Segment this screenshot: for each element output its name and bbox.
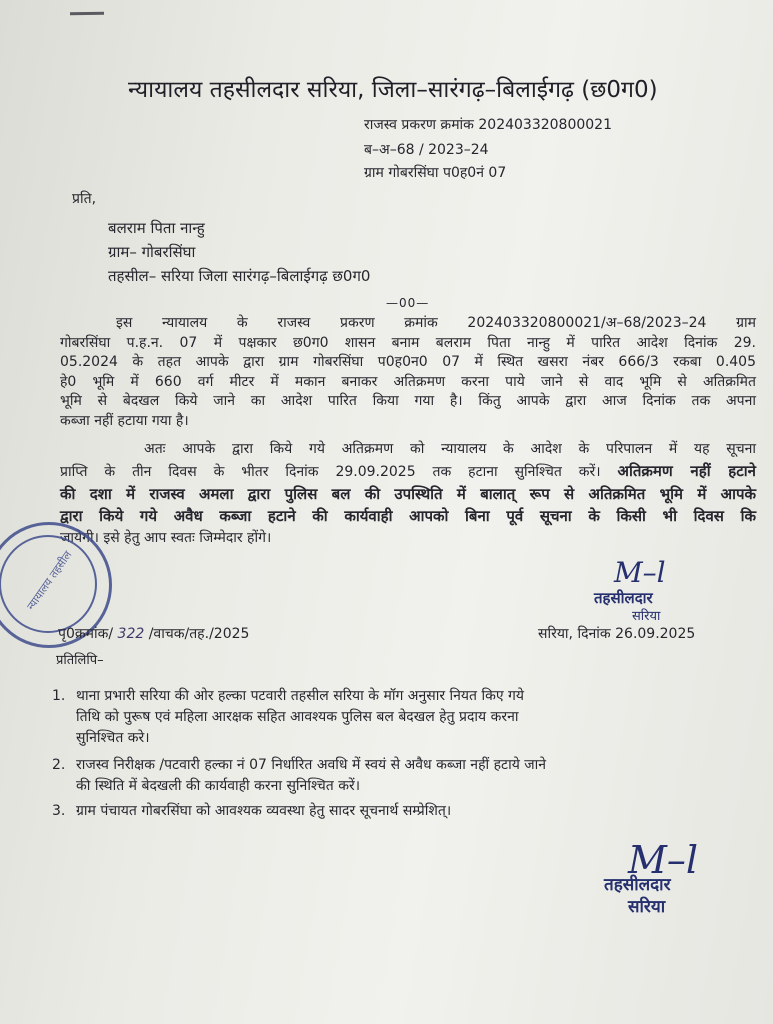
- signature-place: सरिया: [628, 897, 666, 917]
- signature-title: तहसीलदार: [604, 875, 671, 895]
- paragraph-line: भूमि से बेदखल किये जाने का आदेश पारित किया गया है। किंतु आपके द्वारा आज दिनांक तक अपना: [60, 393, 756, 409]
- paragraph-line: 05.2024 के तहत आपके द्वारा ग्राम गोबरसिंघा प0ह0न0 07 में स्थित खसरा नंबर 666/3 रकबा 0.405: [60, 354, 756, 370]
- paragraph-line: हे0 भूमि में 660 वर्ग मीटर में मकान बनाकर अतिक्रमण करना पाये जाने से वाद भूमि से अतिक्रमित: [60, 373, 756, 390]
- place-date-label: सरिया, दिनांक: [538, 626, 611, 642]
- paragraph-line: इस न्यायालय के राजस्व प्रकरण क्रमांक 202403320800021/अ–68/2023–24 ग्राम: [116, 315, 756, 331]
- signature-place: सरिया: [632, 609, 661, 624]
- paragraph-order-details: [60, 314, 756, 431]
- memo-prefix: पृ0क्रमांक/: [58, 626, 114, 642]
- issue-date: 26.09.2025: [615, 626, 696, 642]
- copy-item-number: 1.: [52, 688, 66, 704]
- seal-text: न्यायालय तहसील: [24, 548, 75, 613]
- signature-mark: M–l: [628, 838, 699, 882]
- paragraph-bold-text: अतिक्रमण नहीं हटाने: [617, 462, 757, 480]
- paragraph-line-bold: द्वारा किये गये अवैध कब्जा हटाने की कार्यवाही आपको बिना पूर्व सूचना के किसी भी दिवस कि: [60, 507, 756, 525]
- copy-item-line: की स्थिति में बेदखली की कार्यवाही करना सुनिश्चित करें।: [76, 778, 361, 794]
- copy-item-line: तिथि को पुरूष एवं महिला आरक्षक सहित आवश्यक पुलिस बल बेदखल हेतु प्रदाय करना: [76, 709, 519, 725]
- recipient-prefix: प्रति,: [72, 191, 97, 207]
- paragraph-line: जायेगी। इसे हेतु आप स्वतः जिम्मेदार होंगे।: [60, 530, 272, 546]
- separator: —00—: [386, 296, 430, 310]
- paragraph-directive: [60, 438, 756, 549]
- copy-item-line: राजस्व निरीक्षक /पटवारी हल्का नं 07 निर्धारित अवधि में स्वयं से अवैध कब्जा नहीं हटाये जाने: [76, 757, 547, 773]
- copy-to-label: प्रतिलिपि–: [56, 653, 104, 668]
- paragraph-line: गोबरसिंघा प.ह.न. 07 में पक्षकार छ0ग0 शासन बनाम बलराम पिता नान्हु में पारित आदेश दिनांक 29.: [60, 334, 756, 351]
- copy-item-number: 2.: [52, 757, 66, 773]
- recipient-name: बलराम पिता नान्हु: [108, 219, 205, 237]
- case-number: राजस्व प्रकरण क्रमांक 202403320800021: [364, 117, 612, 133]
- fold-mark: [70, 12, 104, 16]
- paragraph-line: कब्जा नहीं हटाया गया है।: [60, 412, 189, 429]
- case-code: ब–अ–68 / 2023–24: [364, 142, 489, 158]
- recipient-village: ग्राम– गोबरसिंघा: [108, 243, 196, 261]
- memo-suffix: /वाचक/तह./2025: [148, 626, 250, 642]
- memo-number: 322: [117, 626, 145, 642]
- signature-mark: M–l: [614, 556, 666, 589]
- court-title: न्यायालय तहसीलदार सरिया, जिला–सारंगढ़–बिलाईगढ़ (छ0ग0): [128, 77, 658, 103]
- copy-item-number: 3.: [52, 803, 66, 819]
- recipient-tehsil: तहसील– सरिया जिला सारंगढ़–बिलाईगढ़ छ0ग0: [108, 267, 371, 285]
- paragraph-line: [60, 460, 756, 483]
- copy-item-line: थाना प्रभारी सरिया की ओर हल्का पटवारी तहसील सरिया के मॉग अनुसार नियत किए गये: [76, 688, 525, 704]
- place-date: [538, 624, 695, 643]
- signature-title: तहसीलदार: [594, 589, 653, 607]
- paragraph-line-text: प्राप्ति के तीन दिवस के भीतर दिनांक 29.09.2025 तक हटाना सुनिश्चित करें।: [60, 464, 601, 480]
- memo-reference: [58, 624, 249, 643]
- paragraph-line: अतः आपके द्वारा किये गये अतिक्रमण को न्यायालय के आदेश के परिपालन में यह सूचना: [144, 441, 756, 457]
- copy-item-line: ग्राम पंचायत गोबरसिंघा को आवश्यक व्यवस्था हेतु सादर सूचनार्थ सम्प्रेशित्।: [76, 803, 452, 819]
- copy-item-line: सुनिश्चित करे।: [76, 730, 150, 746]
- case-village: ग्राम गोबरसिंघा प0ह0नं 07: [364, 165, 507, 181]
- paragraph-line-bold: की दशा में राजस्व अमला द्वारा पुलिस बल की उपस्थिति में बालात् रूप से अतिक्रमित भूमि में आपके: [60, 485, 756, 503]
